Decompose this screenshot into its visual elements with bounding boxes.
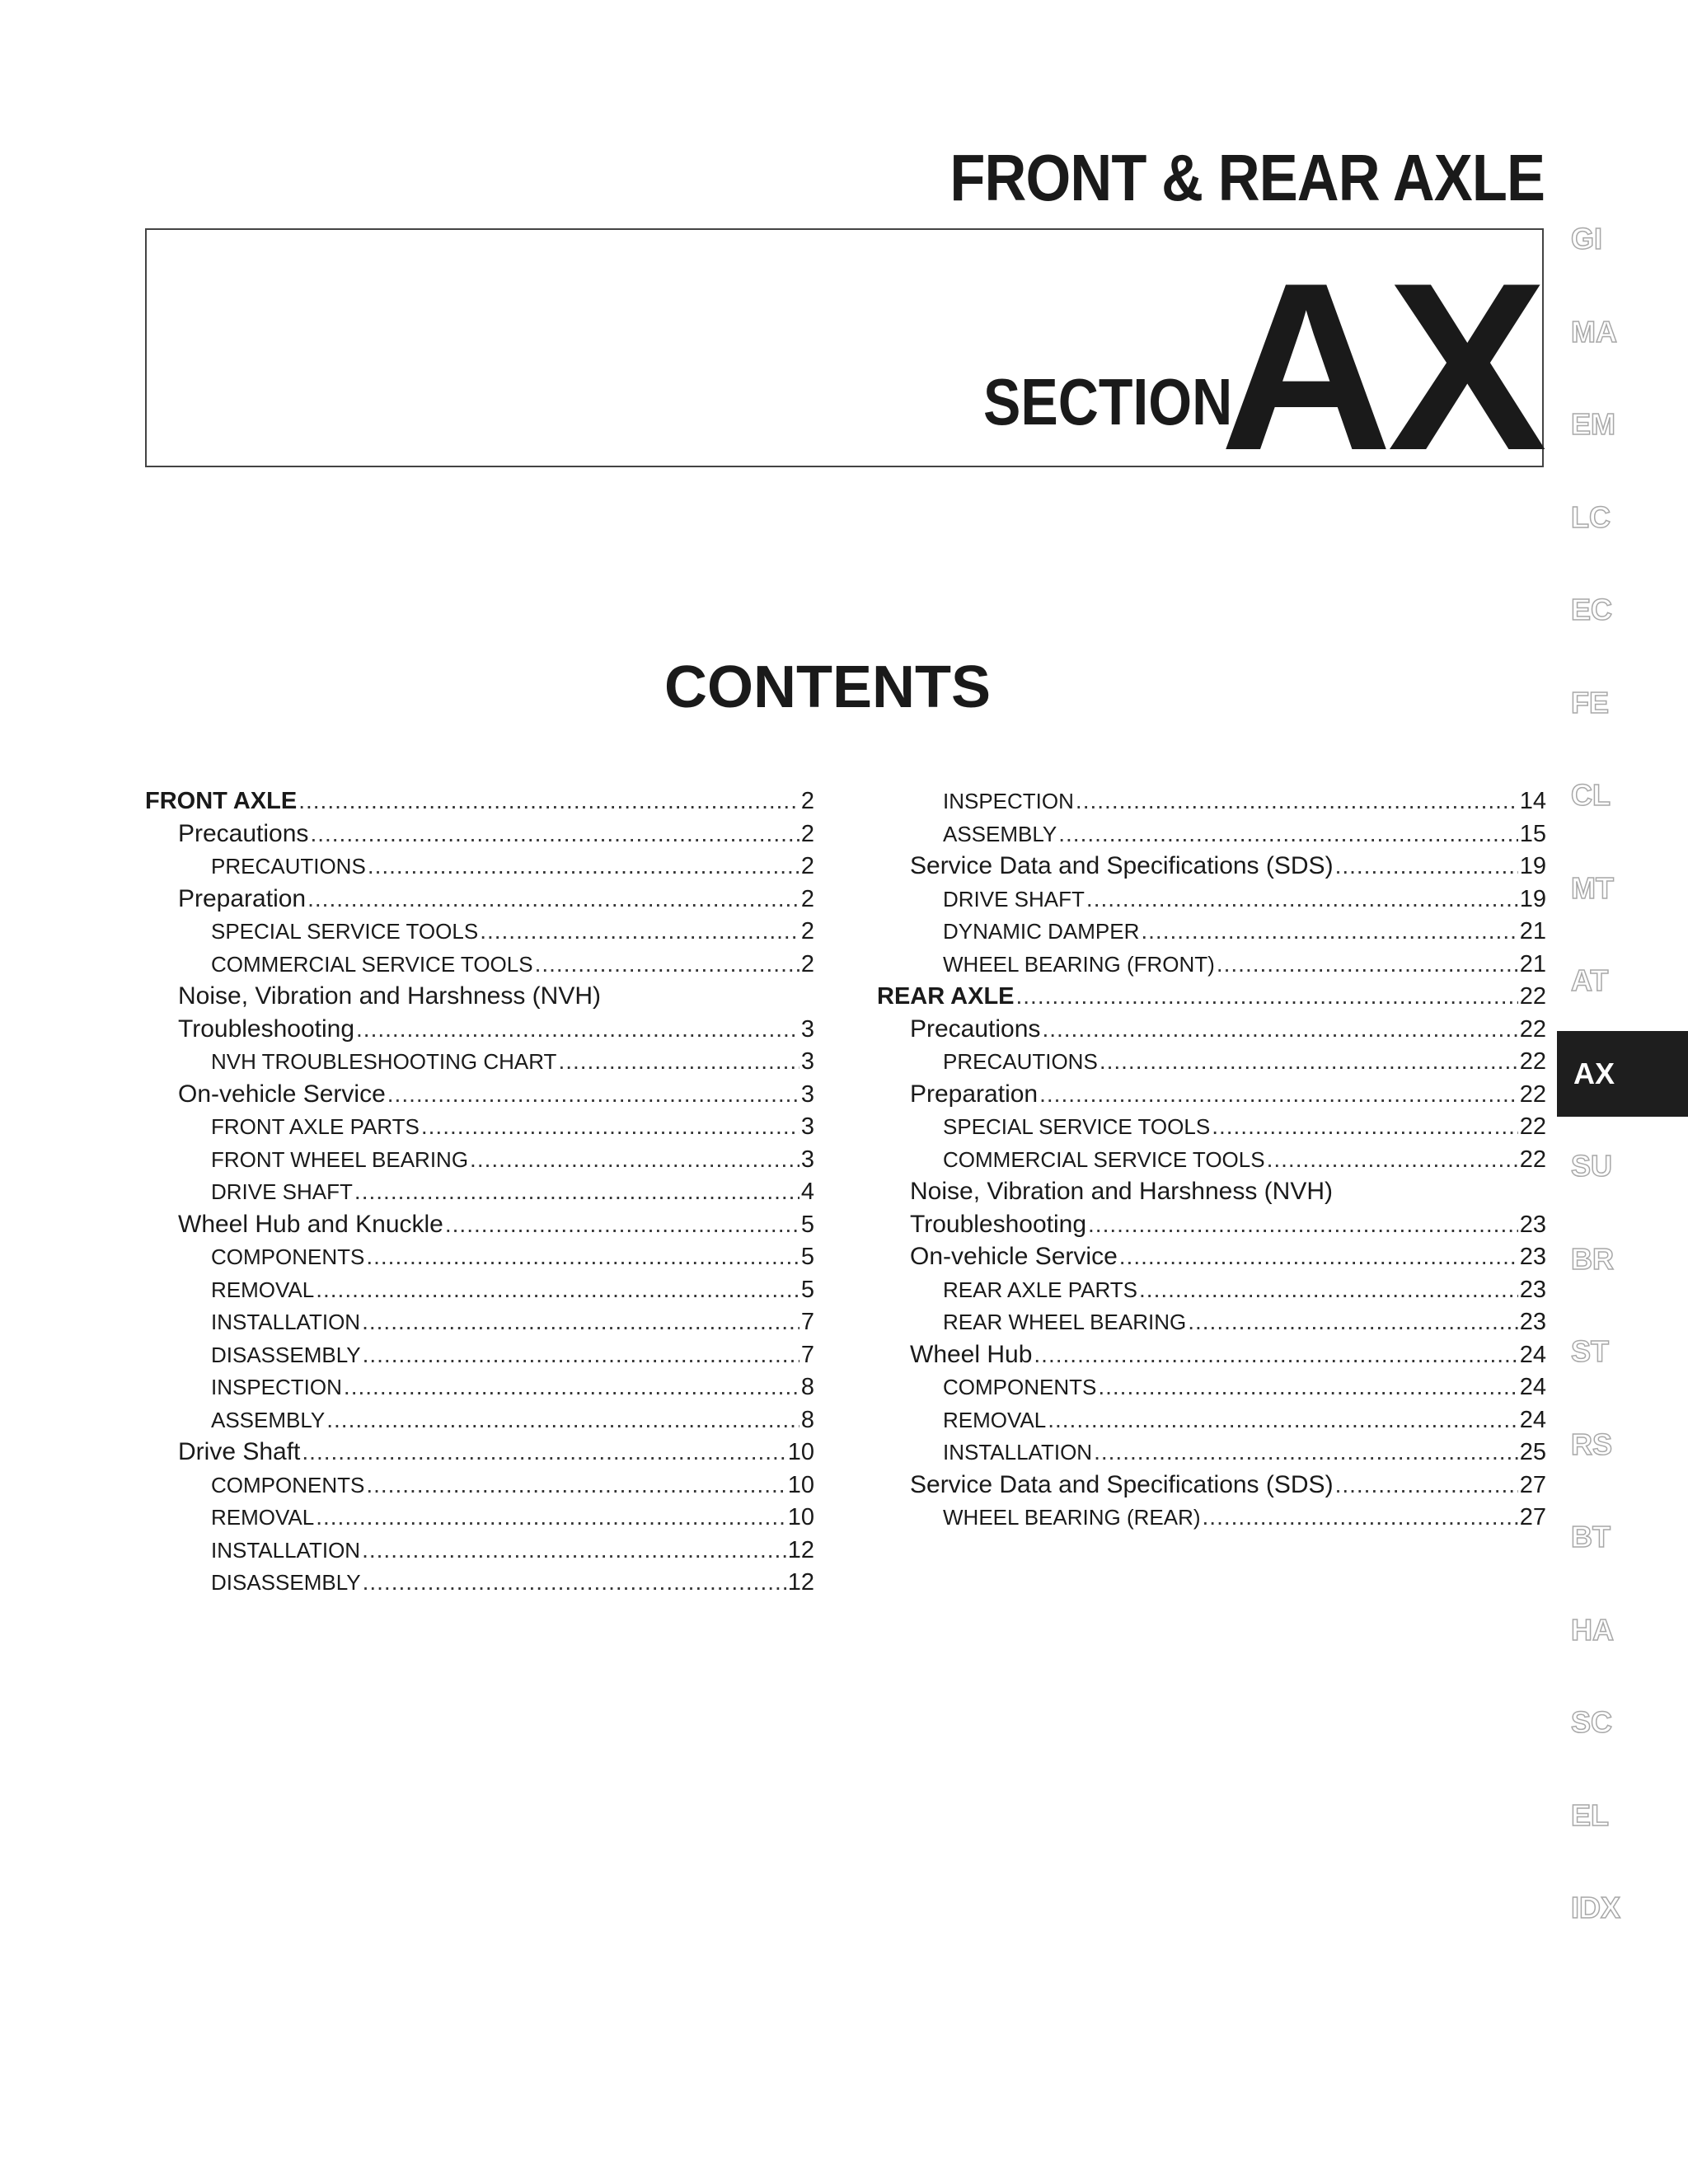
section-tab-rs[interactable]: RS (1571, 1427, 1613, 1461)
toc-entry-title: SPECIAL SERVICE TOOLS (943, 1114, 1211, 1139)
toc-left-column (145, 785, 814, 1599)
toc-entry-title: FRONT AXLE PARTS (211, 1114, 420, 1139)
toc-entry-page: 3 (800, 1080, 814, 1108)
section-tab-su[interactable]: SU (1571, 1149, 1613, 1183)
toc-leader-dots (1217, 948, 1518, 981)
toc-entry[interactable] (145, 1534, 814, 1567)
toc-entry-page: 22 (1519, 1080, 1546, 1108)
toc-entry[interactable] (877, 1501, 1546, 1534)
toc-entry[interactable] (145, 1208, 814, 1241)
toc-leader-dots (1042, 1013, 1517, 1046)
section-tab-ec[interactable]: EC (1571, 593, 1613, 626)
toc-entry[interactable] (877, 1273, 1546, 1306)
toc-leader-dots (302, 1436, 785, 1469)
toc-entry[interactable] (145, 1175, 814, 1208)
section-tab-ha[interactable]: HA (1571, 1612, 1614, 1647)
toc-leader-dots (366, 1469, 785, 1502)
toc-entry-title: ASSEMBLY (211, 1407, 326, 1432)
toc-entry[interactable] (145, 1143, 814, 1176)
toc-leader-dots (344, 1371, 799, 1404)
toc-leader-dots (1016, 980, 1518, 1013)
toc-leader-dots (363, 1338, 799, 1371)
toc-leader-dots (1094, 1436, 1518, 1469)
toc-entry-page: 10 (787, 1439, 814, 1465)
toc-entry-page: 12 (787, 1569, 814, 1596)
toc-entry[interactable] (877, 850, 1546, 883)
toc-leader-dots (362, 1305, 799, 1338)
toc-leader-dots (316, 1501, 786, 1534)
toc-entry-page: 2 (800, 918, 814, 944)
toc-entry-title: Wheel Hub and Knuckle (178, 1210, 443, 1238)
toc-entry-page: 19 (1519, 885, 1546, 912)
toc-entry[interactable] (145, 1338, 814, 1371)
section-tab-cl[interactable]: CL (1571, 778, 1611, 812)
section-tab-el[interactable]: EL (1571, 1797, 1610, 1832)
toc-entry[interactable] (145, 1273, 814, 1306)
toc-entry[interactable] (877, 1404, 1546, 1436)
toc-leader-dots (1139, 1273, 1518, 1306)
toc-entry-page: 3 (800, 1146, 814, 1173)
toc-entry-page: 14 (1519, 788, 1546, 814)
toc-leader-dots (298, 785, 799, 818)
toc-entry-title: INSTALLATION (211, 1537, 361, 1563)
toc-entry[interactable] (877, 980, 1546, 1013)
toc-entry-title: Drive Shaft (178, 1438, 301, 1465)
toc-entry[interactable] (877, 1110, 1546, 1143)
toc-leader-dots (316, 1273, 799, 1306)
toc-entry-title: Precautions (910, 1015, 1041, 1043)
toc-entry[interactable] (877, 1305, 1546, 1338)
toc-leader-dots (326, 1404, 799, 1436)
toc-entry-title: INSTALLATION (943, 1440, 1093, 1465)
toc-entry[interactable] (145, 818, 814, 851)
toc-entry[interactable] (145, 850, 814, 883)
manual-title: FRONT & REAR AXLE (950, 141, 1545, 214)
toc-entry[interactable] (877, 1045, 1546, 1078)
toc-entry-title: DISASSEMBLY (211, 1570, 361, 1595)
toc-entry-title: DRIVE SHAFT (943, 886, 1085, 912)
toc-leader-dots (1039, 1078, 1518, 1111)
toc-leader-dots (558, 1045, 799, 1078)
toc-entry[interactable] (877, 1208, 1546, 1241)
section-tab-sc[interactable]: SC (1571, 1705, 1613, 1739)
toc-entry-title: INSPECTION (943, 789, 1074, 813)
section-tab-em[interactable]: EM (1571, 407, 1615, 441)
toc-entry-title: Noise, Vibration and Harshness (NVH) (178, 982, 602, 1010)
toc-entry-page: 5 (800, 1276, 814, 1303)
toc-entry-title: SPECIAL SERVICE TOOLS (211, 919, 479, 944)
toc-entry-page: 10 (787, 1504, 814, 1530)
toc-leader-dots (470, 1143, 799, 1176)
section-tab-at[interactable]: AT (1571, 963, 1609, 997)
toc-entry[interactable] (877, 1078, 1546, 1111)
toc-entry[interactable] (145, 915, 814, 948)
toc-leader-dots (387, 1078, 799, 1111)
toc-entry-page: 12 (787, 1536, 814, 1563)
toc-entry[interactable] (877, 1371, 1546, 1404)
toc-entry[interactable] (877, 1240, 1546, 1273)
toc-entry-page: 3 (800, 1113, 814, 1140)
toc-entry-title: REAR AXLE PARTS (943, 1277, 1138, 1302)
toc-entry-page: 22 (1519, 1146, 1546, 1173)
toc-entry[interactable] (145, 883, 814, 916)
toc-entry-page: 3 (800, 1015, 814, 1043)
toc-leader-dots (445, 1208, 799, 1241)
section-tab-mt[interactable]: MT (1571, 870, 1614, 905)
toc-entry-title: Preparation (178, 884, 307, 912)
toc-entry[interactable] (145, 980, 814, 1013)
toc-entry-title: WHEEL BEARING (REAR) (943, 1505, 1201, 1530)
toc-entry-page: 22 (1519, 1015, 1546, 1043)
toc-entry-page: 2 (800, 885, 814, 912)
toc-entry-title: Service Data and Specifications (SDS) (910, 852, 1334, 879)
toc-leader-dots (1088, 1208, 1518, 1241)
toc-entry[interactable] (145, 1436, 814, 1469)
toc-leader-dots (421, 1110, 799, 1143)
toc-entry[interactable] (877, 1143, 1546, 1176)
toc-entry-page: 27 (1519, 1504, 1546, 1530)
toc-entry-title: REMOVAL (211, 1277, 315, 1302)
toc-entry-title: COMPONENTS (211, 1472, 365, 1497)
toc-entry-page: 22 (1519, 1048, 1546, 1075)
toc-entry-title: Preparation (910, 1080, 1039, 1108)
section-tab-bt[interactable]: BT (1571, 1520, 1611, 1554)
section-tab-lc[interactable]: LC (1571, 499, 1611, 534)
toc-entry-page: 2 (800, 853, 814, 879)
toc-entry-page: 5 (800, 1244, 814, 1270)
toc-entry-page: 7 (800, 1341, 814, 1368)
toc-entry-page: 8 (800, 1406, 814, 1433)
toc-entry-title: INSPECTION (211, 1375, 342, 1399)
toc-entry-title: INSTALLATION (211, 1310, 361, 1334)
toc-entry[interactable] (145, 1110, 814, 1143)
toc-entry[interactable] (145, 1078, 814, 1111)
toc-leader-dots (1076, 785, 1518, 818)
section-tab-ma[interactable]: MA (1571, 314, 1617, 349)
toc-leader-dots (1203, 1501, 1518, 1534)
toc-entry-page: 21 (1519, 950, 1546, 977)
toc-entry[interactable] (877, 1175, 1546, 1208)
section-tab-idx[interactable]: IDX (1571, 1891, 1621, 1924)
section-label: SECTION (983, 365, 1233, 438)
toc-entry-page: 23 (1519, 1244, 1546, 1270)
toc-entry-page: 24 (1519, 1406, 1546, 1433)
toc-entry-title: Troubleshooting (178, 1015, 355, 1043)
toc-entry-page: 22 (1519, 983, 1546, 1010)
toc-entry[interactable] (877, 1469, 1546, 1502)
toc-leader-dots (356, 1013, 799, 1046)
toc-entry-title: REAR WHEEL BEARING (943, 1310, 1187, 1334)
section-tab-st[interactable]: ST (1571, 1334, 1610, 1368)
toc-leader-dots (1141, 915, 1517, 948)
section-code: AX (1220, 233, 1542, 500)
toc-entry-page: 7 (800, 1309, 814, 1335)
toc-entry-title: DISASSEMBLY (211, 1342, 361, 1367)
toc-entry-title: REMOVAL (943, 1407, 1047, 1432)
toc-entry[interactable] (877, 818, 1546, 851)
toc-entry-page: 22 (1519, 1113, 1546, 1140)
toc-leader-dots (1098, 1371, 1517, 1404)
toc-entry-title: FRONT WHEEL BEARING (211, 1146, 469, 1172)
toc-entry-page: 2 (800, 820, 814, 847)
toc-entry-title: ASSEMBLY (943, 821, 1057, 846)
toc-entry-title: COMPONENTS (943, 1375, 1097, 1399)
section-tab-br[interactable]: BR (1571, 1241, 1614, 1276)
toc-entry-title: PRECAUTIONS (211, 854, 366, 879)
toc-entry-title: Service Data and Specifications (SDS) (910, 1470, 1334, 1498)
toc-entry-title: FRONT AXLE (145, 788, 298, 814)
toc-entry-page: 23 (1519, 1211, 1546, 1238)
toc-entry-page: 3 (800, 1048, 814, 1075)
toc-leader-dots (363, 1566, 786, 1599)
toc-entry-page: 5 (800, 1211, 814, 1238)
toc-entry-title: REAR AXLE (877, 983, 1015, 1010)
toc-entry-page: 2 (800, 788, 814, 814)
toc-entry-page: 8 (800, 1374, 814, 1400)
toc-leader-dots (362, 1534, 786, 1567)
section-tab-fe[interactable]: FE (1571, 685, 1610, 719)
toc-entry[interactable] (877, 915, 1546, 948)
toc-entry[interactable] (145, 1013, 814, 1046)
toc-entry-title: COMPONENTS (211, 1244, 365, 1269)
toc-entry[interactable] (145, 1404, 814, 1436)
toc-entry-title: On-vehicle Service (910, 1243, 1118, 1270)
contents-heading: CONTENTS (664, 654, 991, 720)
toc-entry-title: On-vehicle Service (178, 1080, 386, 1108)
section-tab-gi[interactable]: GI (1571, 222, 1603, 255)
toc-leader-dots (1335, 1469, 1518, 1502)
toc-entry-page: 2 (800, 950, 814, 977)
toc-entry-page: 27 (1519, 1471, 1546, 1498)
toc-entry[interactable] (145, 1371, 814, 1404)
toc-leader-dots (310, 818, 799, 851)
toc-leader-dots (1034, 1338, 1517, 1371)
toc-leader-dots (1100, 1045, 1518, 1078)
toc-leader-dots (368, 850, 799, 883)
section-tab-ax[interactable]: AX (1557, 1031, 1688, 1117)
toc-leader-dots (1058, 818, 1517, 851)
toc-entry[interactable] (877, 883, 1546, 916)
toc-entry-title: NVH TROUBLESHOOTING CHART (211, 1049, 557, 1074)
toc-leader-dots (354, 1175, 799, 1208)
toc-right-column (877, 785, 1546, 1534)
toc-leader-dots (1335, 850, 1518, 883)
toc-entry-title: DRIVE SHAFT (211, 1179, 353, 1204)
toc-entry[interactable] (145, 1240, 814, 1273)
toc-entry-page: 23 (1519, 1276, 1546, 1303)
toc-leader-dots (535, 948, 799, 981)
toc-entry-title: Noise, Vibration and Harshness (NVH) (910, 1178, 1334, 1205)
toc-entry[interactable] (145, 1566, 814, 1599)
toc-leader-dots (1212, 1110, 1518, 1143)
toc-entry-title: WHEEL BEARING (FRONT) (943, 951, 1215, 977)
toc-entry[interactable] (877, 948, 1546, 981)
toc-leader-dots (480, 915, 799, 948)
toc-entry-title: Wheel Hub (910, 1340, 1033, 1368)
toc-entry-page: 21 (1519, 918, 1546, 944)
toc-entry-title: PRECAUTIONS (943, 1049, 1098, 1074)
toc-entry[interactable] (877, 1338, 1546, 1371)
toc-entry[interactable] (145, 1305, 814, 1338)
toc-entry-title: COMMERCIAL SERVICE TOOLS (943, 1146, 1265, 1172)
toc-entry[interactable] (877, 785, 1546, 818)
toc-leader-dots (1086, 883, 1518, 916)
toc-leader-dots (1188, 1305, 1518, 1338)
toc-entry-page: 19 (1519, 853, 1546, 879)
toc-entry[interactable] (145, 1045, 814, 1078)
toc-entry[interactable] (145, 1501, 814, 1534)
toc-entry-page: 24 (1519, 1341, 1546, 1368)
toc-leader-dots (1267, 1143, 1518, 1176)
toc-entry-page: 23 (1519, 1309, 1546, 1335)
toc-entry-title: Troubleshooting (910, 1210, 1087, 1238)
toc-entry[interactable] (145, 785, 814, 818)
toc-entry-page: 4 (800, 1179, 814, 1205)
toc-entry-page: 24 (1519, 1374, 1546, 1400)
toc-entry[interactable] (145, 948, 814, 981)
toc-entry-page: 15 (1519, 820, 1546, 847)
toc-leader-dots (307, 883, 799, 916)
toc-leader-dots (1048, 1404, 1518, 1436)
toc-entry-title: Precautions (178, 819, 309, 847)
toc-entry[interactable] (145, 1469, 814, 1502)
toc-leader-dots (366, 1240, 799, 1273)
toc-entry[interactable] (877, 1436, 1546, 1469)
toc-entry-page: 25 (1519, 1439, 1546, 1465)
toc-leader-dots (1119, 1240, 1518, 1273)
toc-entry-title: REMOVAL (211, 1505, 315, 1530)
toc-entry[interactable] (877, 1013, 1546, 1046)
toc-entry-page: 10 (787, 1471, 814, 1498)
toc-entry-title: DYNAMIC DAMPER (943, 919, 1140, 944)
toc-entry-title: COMMERCIAL SERVICE TOOLS (211, 951, 533, 977)
